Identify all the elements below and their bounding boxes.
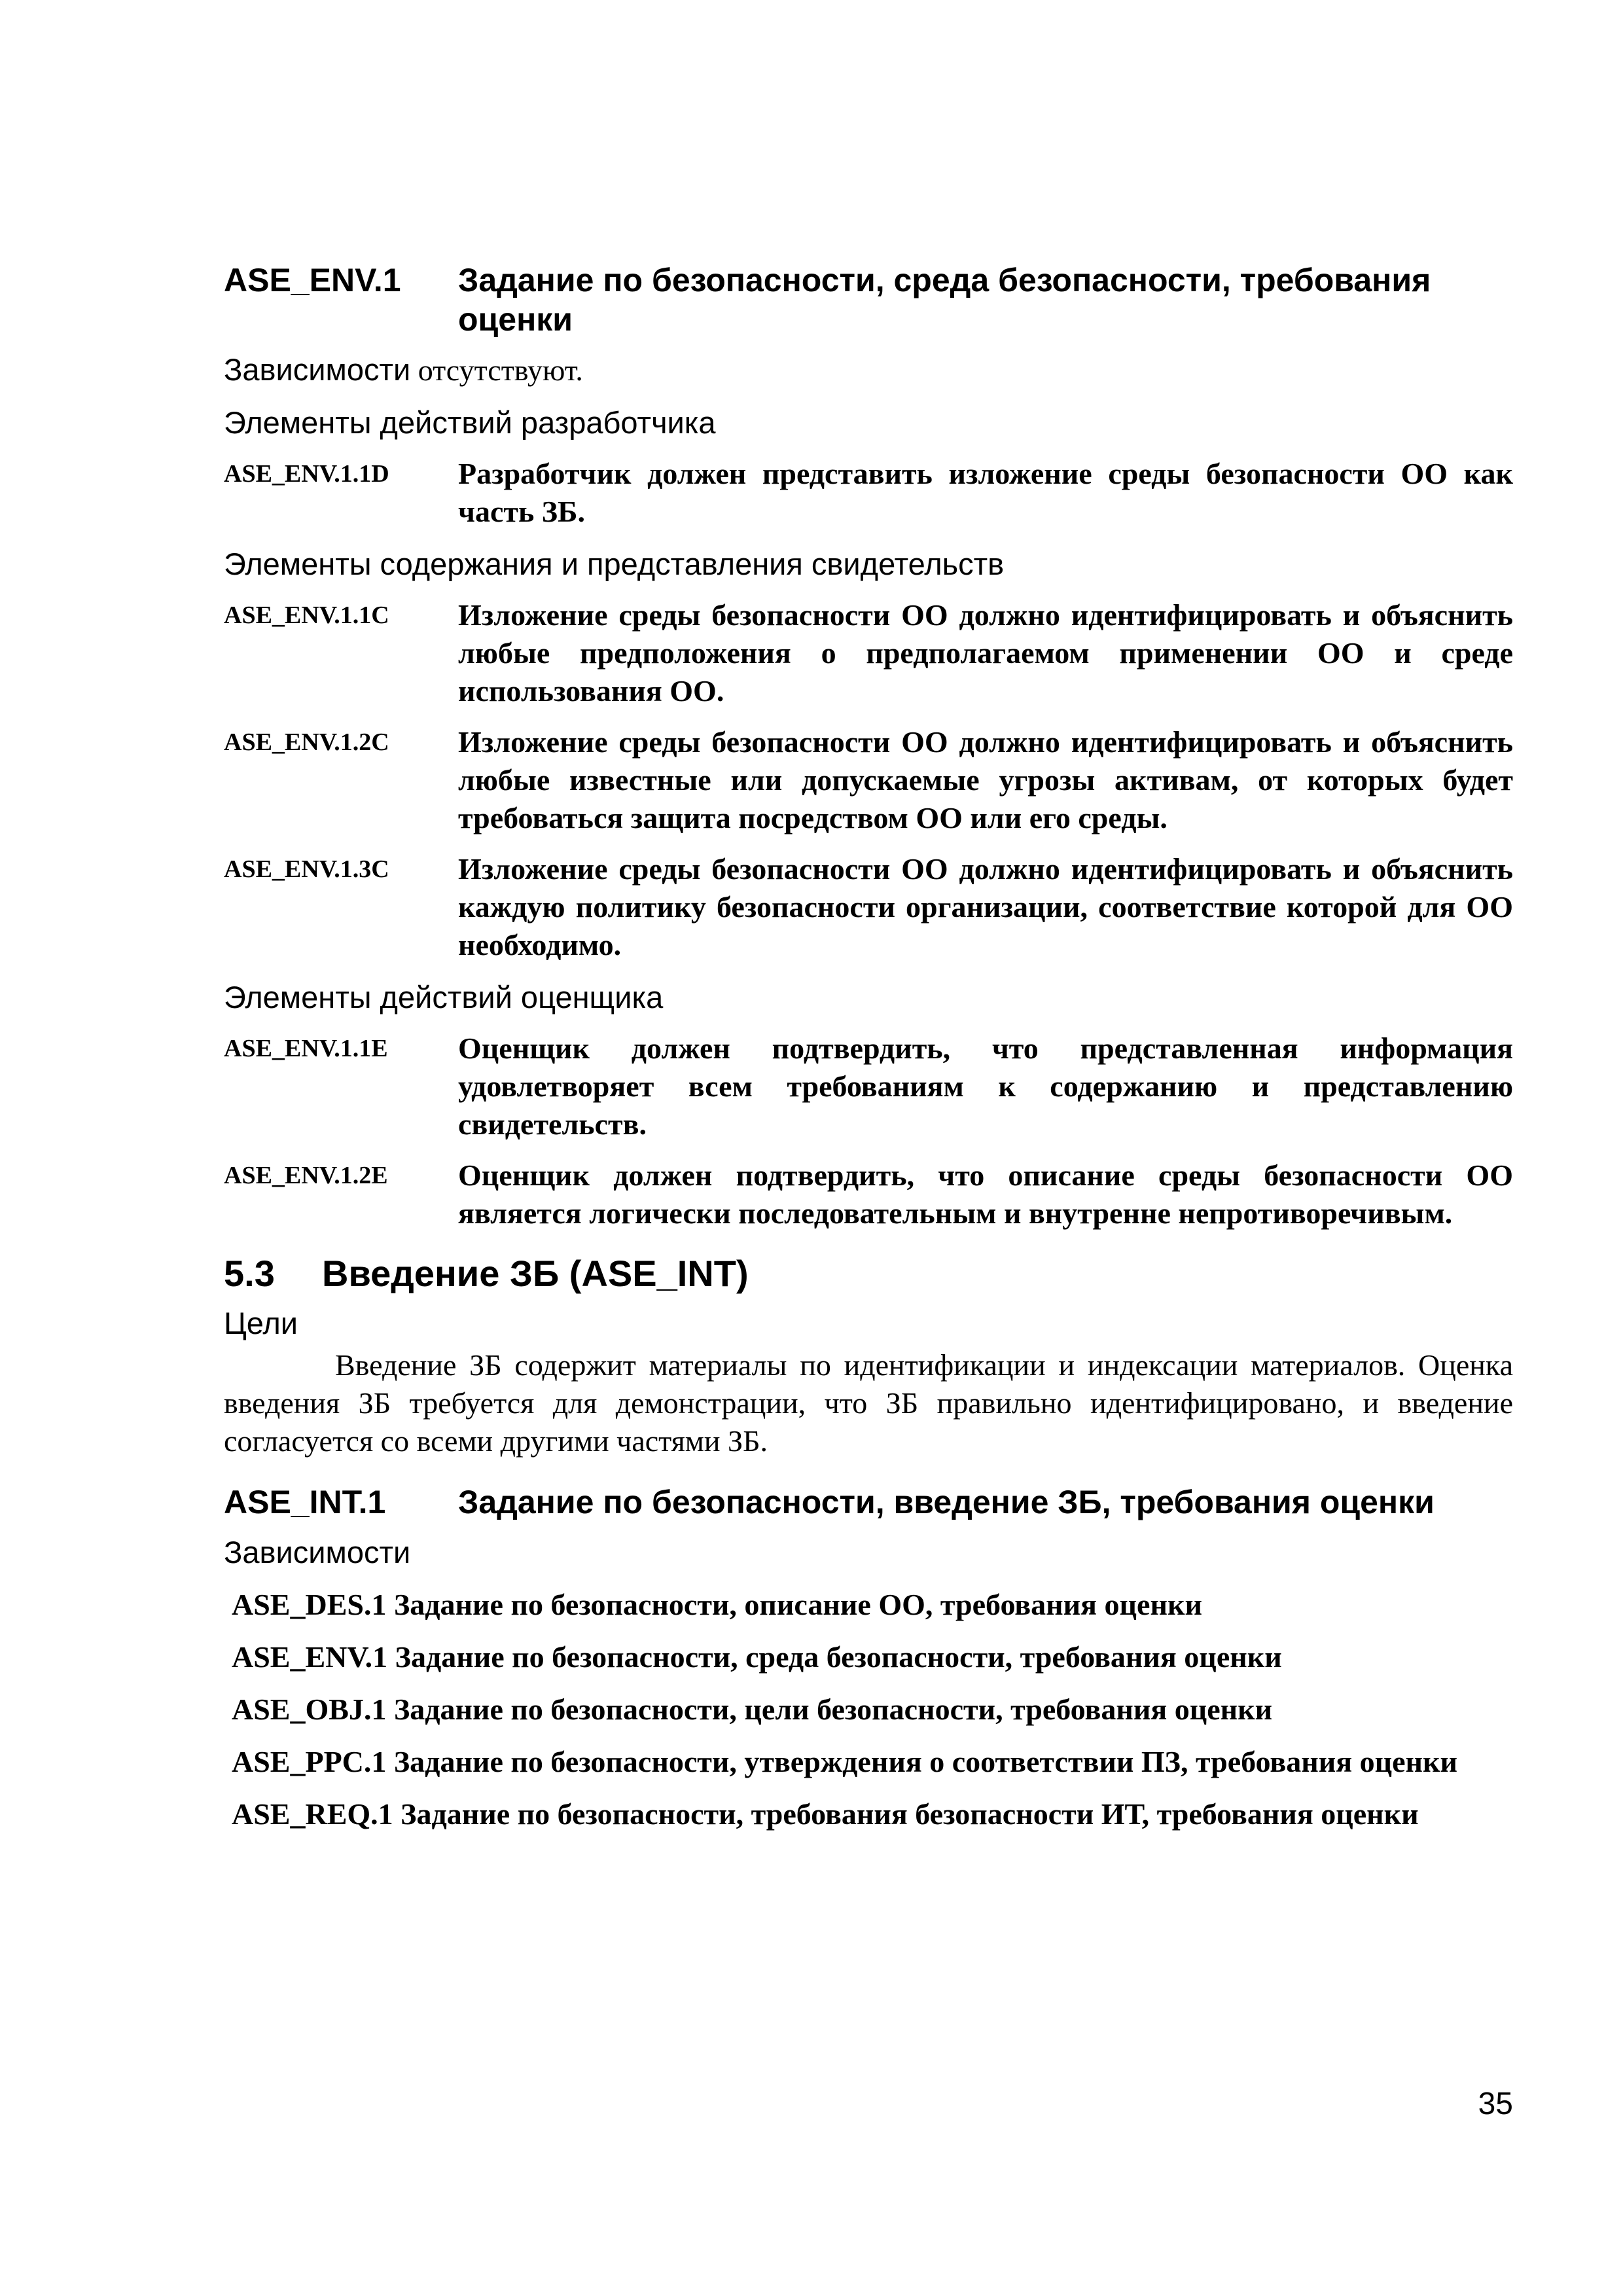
objectives-paragraph: Введение ЗБ содержит материалы по идентификации и индексации материалов. Оценка введения ЗБ требуется для демонстрации, что ЗБ правильно идентифицировано, и введение согласуется со всеми другими частями ЗБ. [224,1348,1513,1458]
element-text: Изложение среды безопасности ОО должно идентифицировать и объяснить любые предположения о предполагаемом применении ОО и среде использования ОО. [458,598,1513,708]
element-text: Разработчик должен представить изложение среды безопасности ОО как часть ЗБ. [458,457,1513,528]
evaluator-actions-heading: Элементы действий оценщика [224,980,664,1014]
element-ase-env-1-3c [224,850,1513,964]
dependency-text: ASE_PPC.1 Задание по безопасности, утверждения о соответствии ПЗ, требования оценки [232,1745,1458,1778]
section-number: 5.3 [224,1253,275,1294]
element-text: Изложение среды безопасности ОО должно идентифицировать и объяснить любые известные или допускаемые угрозы активам, от которых будет требоваться защита посредством ОО или его среды. [458,725,1513,834]
dependency-item [224,1586,1513,1624]
element-code: ASE_ENV.1.3C [224,855,389,883]
element-ase-env-1-2e [224,1157,1513,1232]
dependency-item [224,1795,1513,1833]
element-code: ASE_ENV.1.1E [224,1035,388,1062]
dependency-item [224,1691,1513,1729]
component-title: Задание по безопасности, среда безопасности, требования оценки [458,262,1431,338]
element-text: Оценщик должен подтвердить, что представленная информация удовлетворяет всем требованиям к содержанию и представлению свидетельств. [458,1031,1513,1141]
document-page [224,260,1513,1833]
dependency-text: ASE_OBJ.1 Задание по безопасности, цели безопасности, требования оценки [232,1693,1273,1726]
element-code: ASE_ENV.1.1D [224,460,389,488]
element-ase-env-1-1e [224,1030,1513,1143]
dependencies-value: отсутствуют. [410,353,583,387]
element-ase-env-1-2c [224,723,1513,837]
objectives-heading: Цели [224,1306,298,1340]
dependency-text: ASE_REQ.1 Задание по безопасности, требования безопасности ИТ, требования оценки [232,1797,1419,1831]
component-code: ASE_INT.1 [224,1484,386,1520]
dependencies-line [224,351,1513,389]
component-heading-ase-env [224,260,1513,339]
element-code: ASE_ENV.1.1C [224,601,389,629]
component-heading-ase-int [224,1482,1513,1522]
dependencies-label: Зависимости [224,352,411,387]
section-heading [224,1251,1513,1297]
element-code: ASE_ENV.1.2E [224,1162,388,1189]
page-number: 35 [1478,2087,1513,2121]
element-code: ASE_ENV.1.2C [224,728,389,756]
content-elements-heading: Элементы содержания и представления свидетельств [224,547,1005,581]
dependencies-heading: Зависимости [224,1535,411,1570]
component-title: Задание по безопасности, введение ЗБ, требования оценки [458,1484,1435,1520]
dependency-text: ASE_DES.1 Задание по безопасности, описание ОО, требования оценки [232,1588,1202,1621]
component-code: ASE_ENV.1 [224,262,401,298]
developer-actions-heading: Элементы действий разработчика [224,405,716,440]
dependency-text: ASE_ENV.1 Задание по безопасности, среда безопасности, требования оценки [232,1640,1282,1674]
section-title: Введение ЗБ (ASE_INT) [322,1253,749,1294]
dependency-item [224,1638,1513,1676]
dependency-item [224,1743,1513,1781]
element-text: Оценщик должен подтвердить, что описание среды безопасности ОО является логически последовательным и внутренне непротиворечивым. [458,1158,1513,1230]
element-ase-env-1-1d [224,455,1513,531]
element-text: Изложение среды безопасности ОО должно идентифицировать и объяснить каждую политику безопасности организации, соответствие которой для ОО необходимо. [458,852,1513,961]
element-ase-env-1-1c [224,596,1513,710]
